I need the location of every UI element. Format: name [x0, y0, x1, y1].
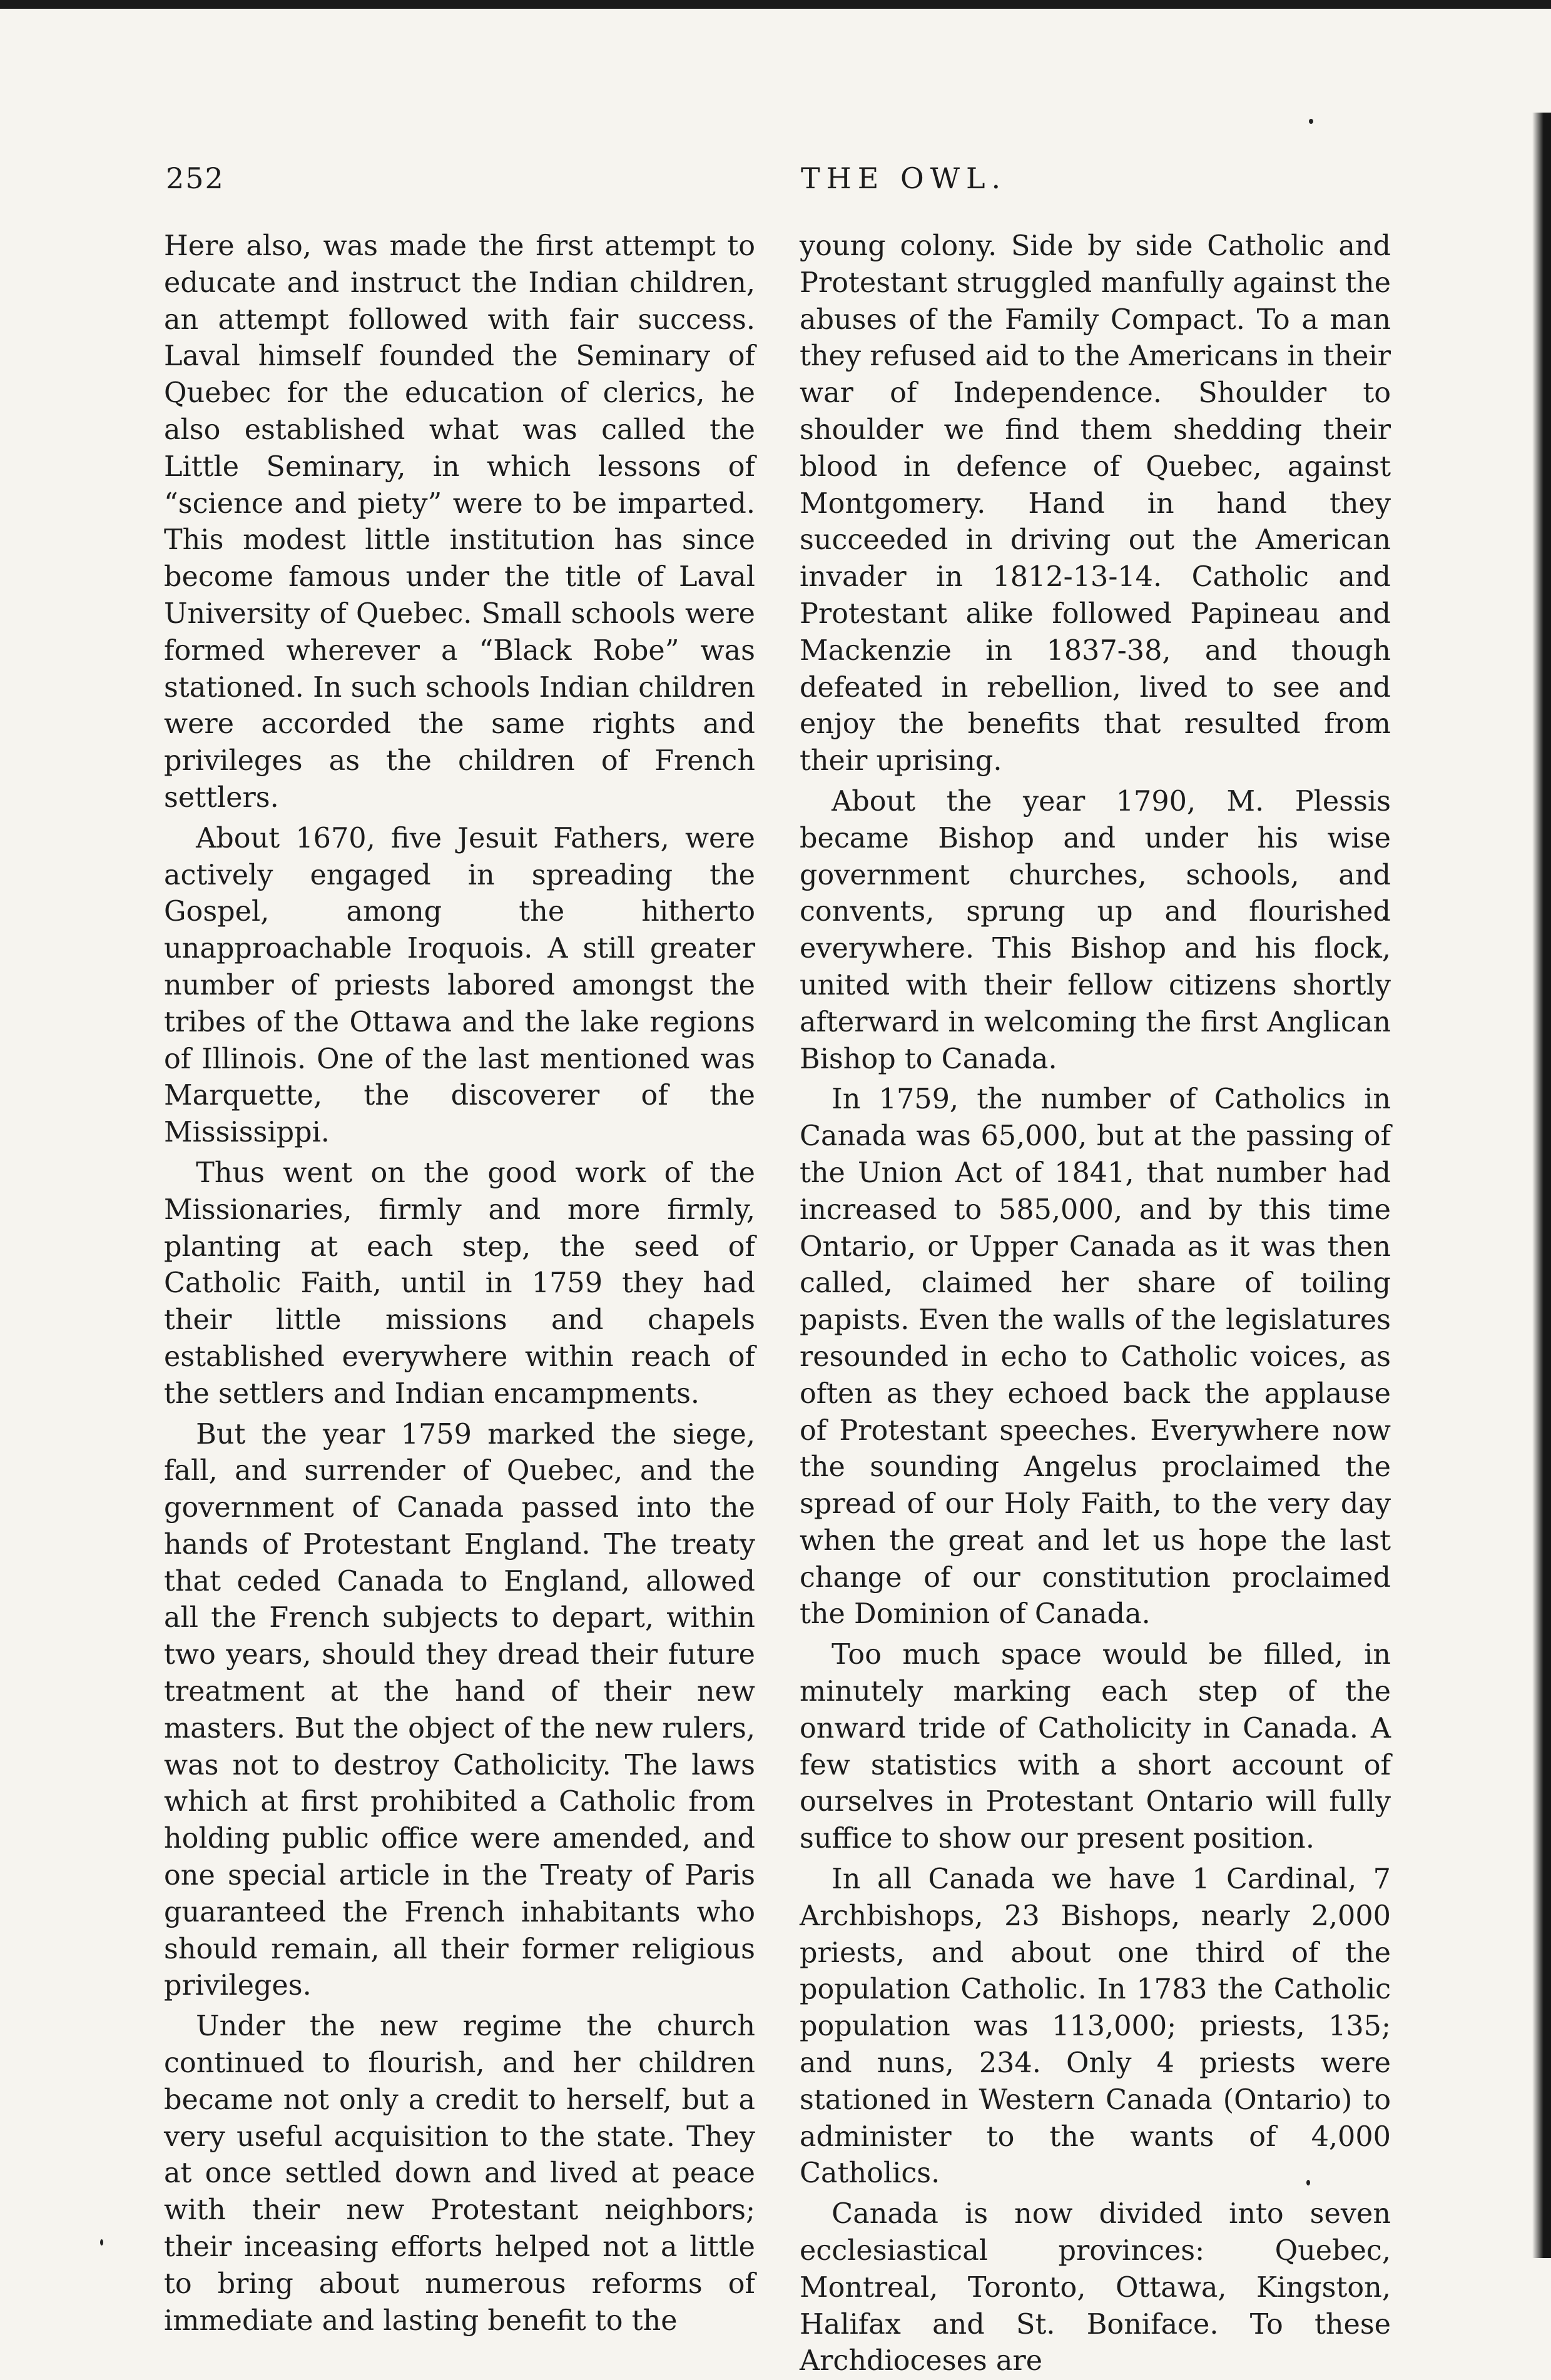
paragraph: Too much space would be filled, in minutely marking each step of the onward tride of Catholicity in Canada. A few statistics with a short account of ourselves in Protestant Ontario will fully suffice to show our present position.	[800, 1639, 1391, 1855]
scan-right-edge	[1532, 113, 1551, 2258]
paragraph: young colony. Side by side Catholic and Protestant struggled manfully against the abuses of the Family Compact. To a man they refused aid to the Americans in their war of Independence. Shoulder to shoulder we find them shedding their blood in defence of Quebec, against Montgomery. Hand in hand they succeeded in driving out the American invader in 1812-13-14. Catholic and Protestant alike followed Papineau and Mackenzie in 1837-38, and though defeated in rebellion, lived to see and enjoy the benefits that resulted from their uprising.	[800, 230, 1391, 777]
scan-speck	[1309, 119, 1313, 124]
paragraph: Canada is now divided into seven ecclesiastical provinces: Quebec, Montreal, Toronto, Ottawa, Kingston, Halifax and St. Boniface. To these Archdioceses are	[800, 2198, 1391, 2377]
paragraph: Under the new regime the church continued to flourish, and her children became not only a credit to herself, but a very useful acquisition to the state. They at once settled down and lived at peace with their new Protestant neighbors; their inceasing efforts helped not a little to bring about numerous reforms of immediate and lasting benefit to the	[164, 2010, 755, 2337]
paragraph: Thus went on the good work of the Missionaries, firmly and more firmly, planting at each step, the seed of Catholic Faith, until in 1759 they had their little missions and chapels established everywhere within reach of the settlers and Indian encampments.	[164, 1157, 755, 1410]
paragraph: In 1759, the number of Catholics in Canada was 65,000, but at the passing of the Union Act of 1841, that number had increased to 585,000, and by this time Ontario, or Upper Canada as it was then called, claimed her share of toiling papists. Even the walls of the legislatures resounded in echo to Catholic voices, as often as they echoed back the applause of Protestant speeches. Everywhere now the sounding Angelus proclaimed the spread of our Holy Faith, to the very day when the great and let us hope the last change of our constitution proclaimed the Dominion of Canada.	[800, 1083, 1391, 1631]
right-column	[800, 228, 1391, 2380]
running-title: THE OWL.	[801, 161, 1007, 195]
paragraph: Here also, was made the first attempt to educate and instruct the Indian children, an attempt followed with fair success. Laval himself founded the Seminary of Quebec for the education of clerics, he also established what was called the Little Seminary, in which lessons of “science and piety” were to be imparted. This modest little institution has since become famous under the title of Laval University of Quebec. Small schools were formed wherever a “Black Robe” was stationed. In such schools Indian children were accorded the same rights and privileges as the children of French settlers.	[164, 230, 755, 814]
page-header	[166, 161, 1405, 211]
left-column	[164, 228, 755, 2339]
paragraph: In all Canada we have 1 Cardinal, 7 Archbishops, 23 Bishops, nearly 2,000 priests, and about one third of the population Catholic. In 1783 the Catholic population was 113,000; priests, 135; and nuns, 234. Only 4 priests were stationed in Western Canada (Ontario) to administer to the wants of 4,000 Catholics.	[800, 1863, 1391, 2190]
paragraph: But the year 1759 marked the siege, fall, and surrender of Quebec, and the government of Canada passed into the hands of Protestant England. The treaty that ceded Canada to England, allowed all the French subjects to depart, within two years, should they dread their future treatment at the hand of their new masters. But the object of the new rulers, was not to destroy Catholicity. The laws which at first prohibited a Catholic from holding public office were amended, and one special article in the Treaty of Paris guaranteed the French inhabitants who should remain, all their former religious privileges.	[164, 1418, 755, 2002]
paragraph: About the year 1790, M. Plessis became Bishop and under his wise government churches, schools, and convents, sprung up and flourished everywhere. This Bishop and his flock, united with their fellow citizens shortly afterward in welcoming the first Anglican Bishop to Canada.	[800, 785, 1391, 1075]
page-number: 252	[166, 161, 225, 195]
scan-speck	[100, 2239, 103, 2246]
paragraph: About 1670, five Jesuit Fathers, were actively engaged in spreading the Gospel, among the hitherto unapproachable Iroquois. A still greater number of priests labored amongst the tribes of the Ottawa and the lake regions of Illinois. One of the last mentioned was Marquette, the discoverer of the Mississippi.	[164, 822, 755, 1149]
scan-top-border	[0, 0, 1551, 9]
